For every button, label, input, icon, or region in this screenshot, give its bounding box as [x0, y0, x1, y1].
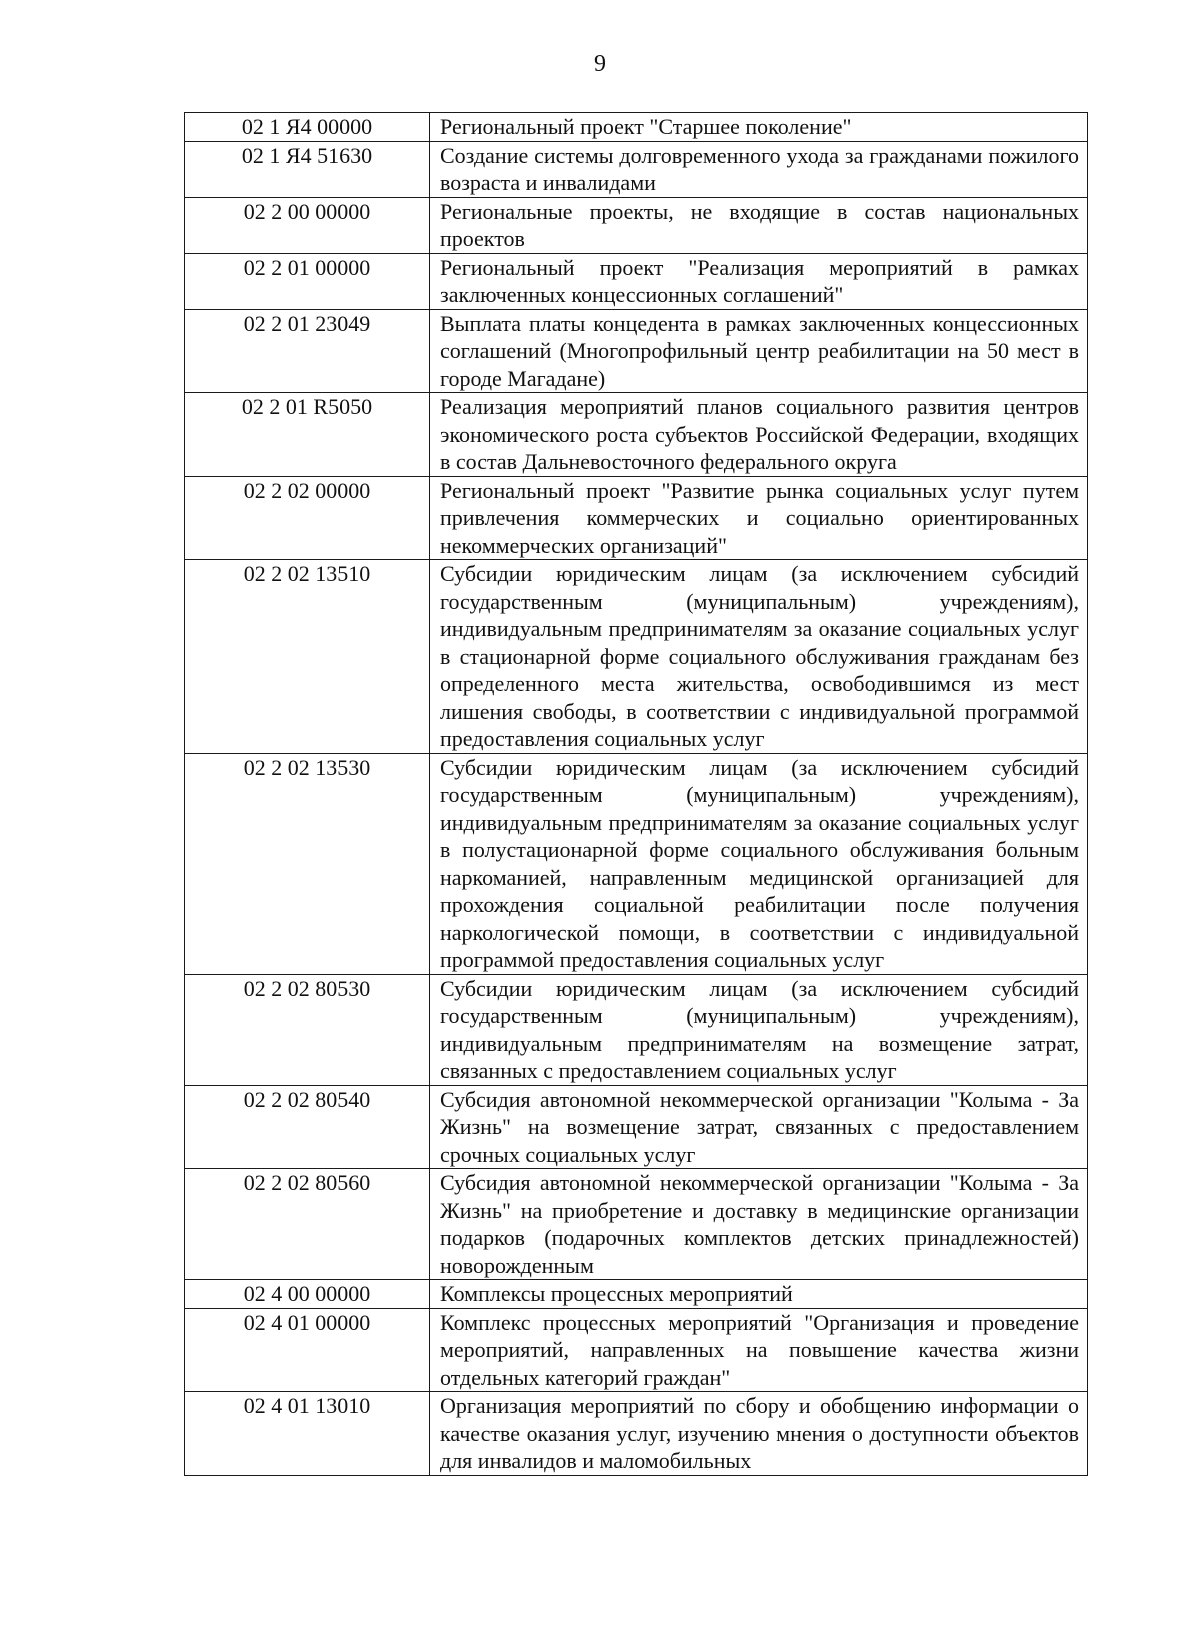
table-row	[185, 113, 1088, 142]
code-description: Организация мероприятий по сбору и обобщению информации о качестве оказания услуг, изучению мнения о доступности объектов для инвалидов и маломобильных	[430, 1392, 1088, 1476]
code-description: Комплекс процессных мероприятий "Организация и проведение мероприятий, направленных на повышение качества жизни отдельных категорий граждан"	[430, 1308, 1088, 1392]
code-description: Субсидия автономной некоммерческой организации "Колыма - За Жизнь" на приобретение и доставку в медицинские организации подарков (подарочных комплектов детских принадлежностей) новорожденным	[430, 1169, 1088, 1280]
classification-code: 02 2 02 13530	[185, 753, 430, 974]
classification-code: 02 2 01 00000	[185, 253, 430, 309]
code-description: Региональный проект "Реализация мероприятий в рамках заключенных концессионных соглашений"	[430, 253, 1088, 309]
classification-code: 02 2 01 R5050	[185, 393, 430, 477]
table-row	[185, 253, 1088, 309]
classification-code: 02 2 01 23049	[185, 309, 430, 393]
table-row	[185, 393, 1088, 477]
table-row	[185, 974, 1088, 1085]
code-description: Субсидии юридическим лицам (за исключением субсидий государственным (муниципальным) учреждениям), индивидуальным предпринимателям на возмещение затрат, связанных с предоставлением социальных услуг	[430, 974, 1088, 1085]
classification-code: 02 2 02 00000	[185, 476, 430, 560]
table-row	[185, 141, 1088, 197]
table-row	[185, 1392, 1088, 1476]
classification-code: 02 4 01 13010	[185, 1392, 430, 1476]
classification-code: 02 1 Я4 00000	[185, 113, 430, 142]
code-description: Региональный проект "Старшее поколение"	[430, 113, 1088, 142]
table-row	[185, 1085, 1088, 1169]
classification-code: 02 2 02 80540	[185, 1085, 430, 1169]
classification-code: 02 4 01 00000	[185, 1308, 430, 1392]
classification-code: 02 1 Я4 51630	[185, 141, 430, 197]
page-number: 9	[594, 51, 606, 77]
table-row	[185, 753, 1088, 974]
code-description: Выплата платы концедента в рамках заключенных концессионных соглашений (Многопрофильный центр реабилитации на 50 мест в городе Магадане)	[430, 309, 1088, 393]
classification-code: 02 2 00 00000	[185, 197, 430, 253]
code-description: Субсидии юридическим лицам (за исключением субсидий государственным (муниципальным) учреждениям), индивидуальным предпринимателям за оказание социальных услуг в стационарной форме социального обслуживания гражданам без определенного места жительства, освободившимся из мест лишения свободы, в соответствии с индивидуальной программой предоставления социальных услуг	[430, 560, 1088, 754]
code-description: Региональный проект "Развитие рынка социальных услуг путем привлечения коммерческих и социально ориентированных некоммерческих организаций"	[430, 476, 1088, 560]
classification-code: 02 2 02 80560	[185, 1169, 430, 1280]
code-description: Субсидии юридическим лицам (за исключением субсидий государственным (муниципальным) учреждениям), индивидуальным предпринимателям за оказание социальных услуг в полустационарной форме социального обслуживания больным наркоманией, направленным медицинской организацией для прохождения социальной реабилитации после получения наркологической помощи, в соответствии с индивидуальной программой предоставления социальных услуг	[430, 753, 1088, 974]
classification-code: 02 4 00 00000	[185, 1280, 430, 1309]
code-description: Субсидия автономной некоммерческой организации "Колыма - За Жизнь" на возмещение затрат, связанных с предоставлением срочных социальных услуг	[430, 1085, 1088, 1169]
table-row	[185, 1169, 1088, 1280]
code-description: Создание системы долговременного ухода за гражданами пожилого возраста и инвалидами	[430, 141, 1088, 197]
table-row	[185, 476, 1088, 560]
budget-code-table	[184, 112, 1088, 1476]
code-description: Комплексы процессных мероприятий	[430, 1280, 1088, 1309]
code-description: Региональные проекты, не входящие в состав национальных проектов	[430, 197, 1088, 253]
classification-code: 02 2 02 80530	[185, 974, 430, 1085]
table-body	[185, 113, 1088, 1476]
table-row	[185, 560, 1088, 754]
table-row	[185, 309, 1088, 393]
table-row	[185, 197, 1088, 253]
code-description: Реализация мероприятий планов социального развития центров экономического роста субъектов Российской Федерации, входящих в состав Дальневосточного федерального округа	[430, 393, 1088, 477]
table-row	[185, 1308, 1088, 1392]
classification-code: 02 2 02 13510	[185, 560, 430, 754]
table-row	[185, 1280, 1088, 1309]
